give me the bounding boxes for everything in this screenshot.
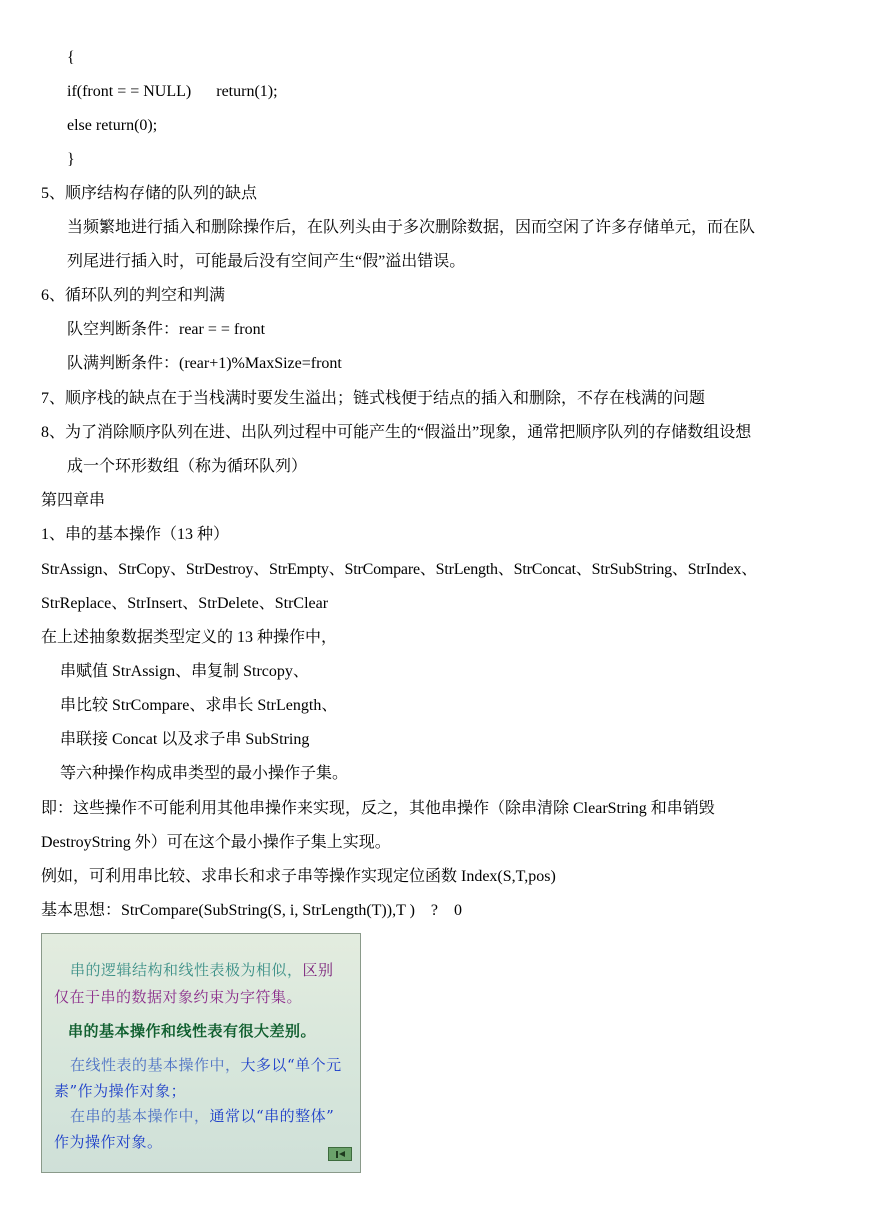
min-ops-intro: 在上述抽象数据类型定义的 13 种操作中， <box>41 629 338 646</box>
index-example: 例如，可利用串比较、求串长和求子串等操作实现定位函数 Index(S,T,pos) <box>41 868 556 885</box>
slide-line-4-a: 在线性表的基本操作中， <box>70 1056 241 1074</box>
item-5-body-line2: 列尾进行插入时，可能最后没有空间产生“假”溢出错误。 <box>67 253 466 270</box>
string-ops-title: 1、串的基本操作（13 种） <box>41 526 230 543</box>
code-open-brace: { <box>67 49 75 66</box>
code-else-line: else return(0); <box>67 117 158 134</box>
slide-image <box>41 933 361 1173</box>
slide-line-2: 仅在于串的数据对象约束为字符集。 <box>54 988 303 1006</box>
slide-line-6 <box>70 1106 334 1126</box>
item-5-body-line1: 当频繁地进行插入和删除操作后，在队列头由于多次删除数据，因而空闲了许多存储单元，而在队 <box>67 219 756 236</box>
slide-line-7: 作为操作对象。 <box>54 1133 163 1151</box>
min-op-2: 串比较 StrCompare、求串长 StrLength、 <box>60 697 338 714</box>
slide-line-1 <box>70 960 334 980</box>
string-ops-list-line2: StrReplace、StrInsert、StrDelete、StrClear <box>41 595 329 612</box>
min-op-1: 串赋值 StrAssign、串复制 Strcopy、 <box>60 663 309 680</box>
min-op-3: 串联接 Concat 以及求子串 SubString <box>60 731 310 748</box>
item-8-line1: 8、为了消除顺序队列在进、出队列过程中可能产生的“假溢出”现象，通常把顺序队列的存储数组设想 <box>41 424 752 441</box>
item-8-line2: 成一个环形数组（称为循环队列） <box>67 458 308 475</box>
string-ops-list-line1: StrAssign、StrCopy、StrDestroy、StrEmpty、StrCompare、StrLength、StrConcat、StrSubString、StrIndex、 <box>41 561 758 578</box>
code-if-return: return(1); <box>216 83 278 100</box>
slide-line-6-b: 通常以“串的整体” <box>209 1107 335 1125</box>
slide-line-6-a: 在串的基本操作中， <box>70 1107 210 1125</box>
code-if-condition: if(front = = NULL) <box>67 83 192 100</box>
item-6-full-condition: 队满判断条件：(rear+1)%MaxSize=front <box>67 355 342 372</box>
item-7: 7、顺序栈的缺点在于当栈满时要发生溢出；链式栈便于结点的插入和删除，不存在栈满的问题 <box>41 390 706 407</box>
slide-line-1-a: 串的逻辑结构和线性表极为相似， <box>70 961 303 979</box>
first-page-icon <box>328 1147 352 1161</box>
basic-idea: 基本思想：StrCompare(SubString(S, i, StrLength(T)),T ) ? 0 <box>41 902 463 919</box>
item-6-title: 6、循环队列的判空和判满 <box>41 287 226 304</box>
slide-line-5: 素”作为操作对象； <box>54 1082 187 1100</box>
chapter-heading: 第四章串 <box>41 492 106 509</box>
slide-line-1-b: 区别 <box>302 961 334 979</box>
slide-line-4-b: 大多以“单个元 <box>240 1056 342 1074</box>
explanation-line1: 即：这些操作不可能利用其他串操作来实现，反之，其他串操作（除串清除 ClearString 和串销毁 <box>41 800 715 817</box>
item-6-empty-condition: 队空判断条件：rear = = front <box>67 321 266 338</box>
item-5-title: 5、顺序结构存储的队列的缺点 <box>41 185 258 202</box>
min-op-4: 等六种操作构成串类型的最小操作子集。 <box>60 765 349 782</box>
slide-line-4 <box>70 1055 342 1075</box>
code-if-line <box>67 82 278 102</box>
slide-line-3: 串的基本操作和线性表有很大差别。 <box>68 1022 317 1040</box>
code-close-brace: } <box>67 151 75 168</box>
explanation-line2: DestroyString 外）可在这个最小操作子集上实现。 <box>41 834 391 851</box>
